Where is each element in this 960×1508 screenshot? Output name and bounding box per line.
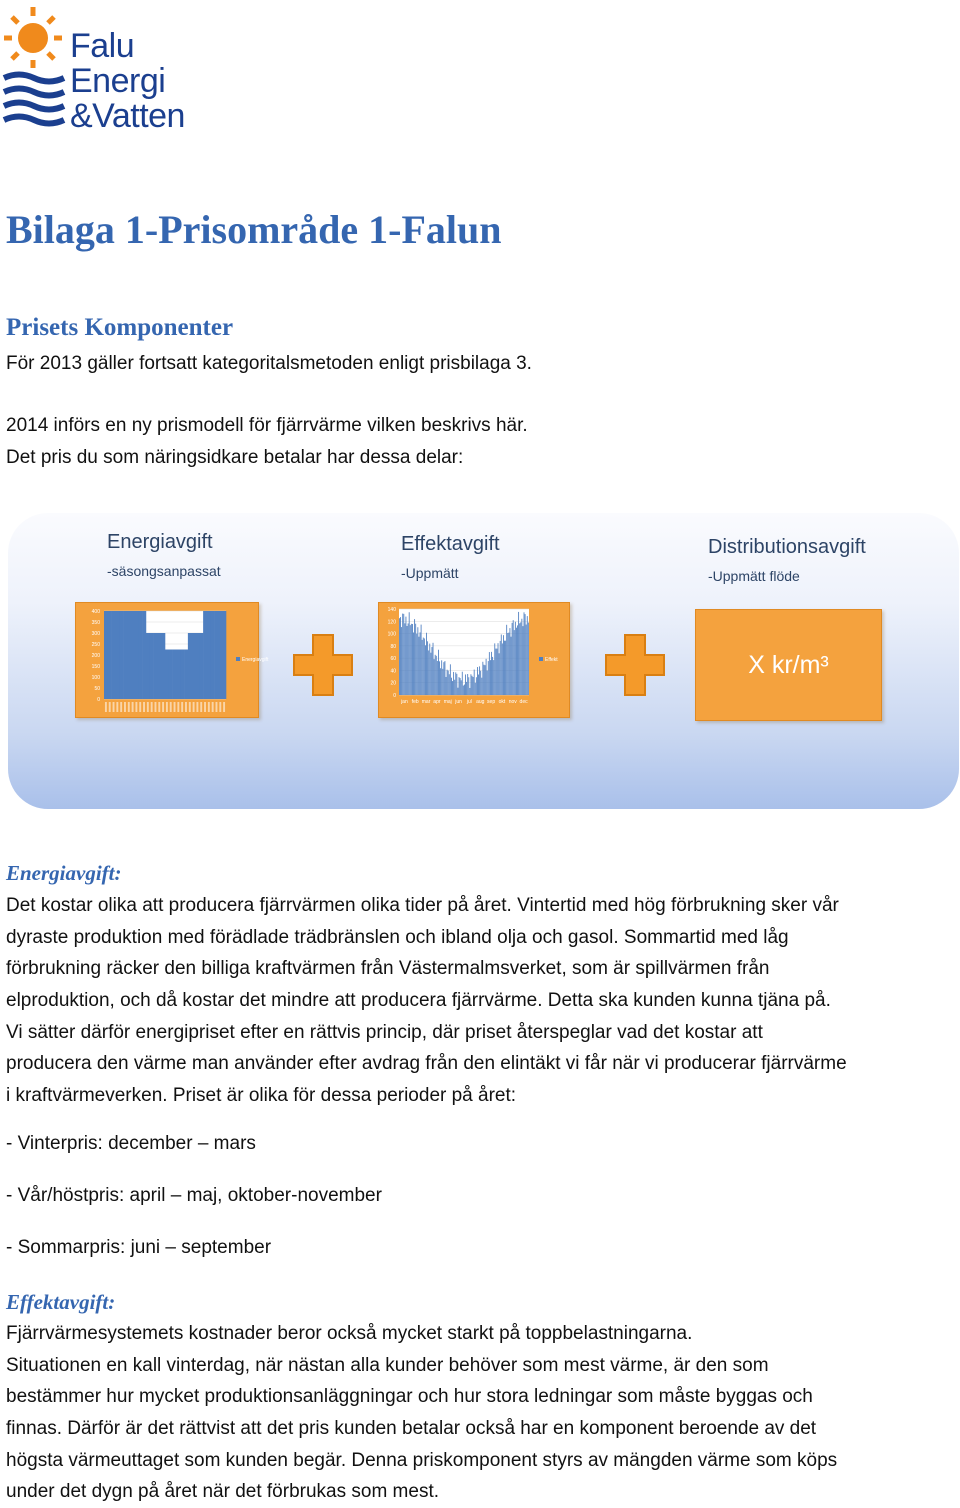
x-tick-label: jul: [466, 699, 472, 705]
bar: [495, 649, 496, 695]
bar: [477, 667, 478, 695]
bar: [441, 660, 442, 695]
y-tick-label: 120: [387, 619, 396, 626]
bar: [425, 645, 426, 695]
bar: [468, 677, 469, 695]
bar: [469, 688, 470, 695]
legend-label: Energiavgift: [242, 657, 269, 663]
bar: [498, 643, 499, 695]
bar: [222, 611, 226, 699]
x-tick-label: [139, 702, 141, 712]
bar: [486, 659, 487, 695]
bar: [460, 678, 461, 695]
bar: [489, 652, 490, 695]
x-tick-label: [208, 702, 210, 712]
x-tick-label: [193, 702, 195, 712]
bar: [413, 632, 414, 695]
x-tick-label: [170, 702, 172, 712]
x-tick-label: [116, 702, 118, 712]
x-tick-label: [181, 702, 183, 712]
bar: [428, 650, 429, 695]
bar: [505, 641, 506, 695]
bar: [442, 669, 443, 695]
text-line: Det kostar olika att producera fjärrvärmen olika tider på året. Vintertid med hög förbrukning sker vår: [6, 895, 839, 916]
bar: [448, 671, 449, 695]
bar: [180, 650, 184, 700]
bar: [467, 674, 468, 695]
component-subtitle-energiavgift: -säsongsanpassat: [107, 563, 221, 579]
x-tick-label: [223, 702, 225, 712]
x-tick-label: [147, 702, 149, 712]
bar: [524, 612, 525, 695]
plus-icon: [293, 634, 353, 696]
x-tick-label: [105, 702, 107, 712]
bar: [453, 672, 454, 695]
bar: [403, 614, 404, 695]
bar: [487, 671, 488, 695]
x-tick-label: [166, 702, 168, 712]
bar: [445, 661, 446, 695]
bar: [154, 633, 158, 699]
component-title-distributionsavgift: Distributionsavgift: [708, 536, 866, 558]
bar: [108, 611, 112, 699]
bar: [218, 611, 222, 699]
bar: [423, 638, 424, 695]
y-tick-label: 40: [390, 668, 396, 675]
bar: [157, 633, 161, 699]
bar: [429, 644, 430, 695]
logo-word-vatten: &Vatten: [70, 97, 185, 135]
x-tick-label: [212, 702, 214, 712]
bar: [408, 623, 409, 695]
x-tick-label: [132, 702, 134, 712]
bar: [461, 680, 462, 695]
text-line: i kraftvärmeverken. Priset är olika för dessa perioder på året:: [6, 1085, 517, 1107]
bar: [435, 655, 436, 695]
text-line: högsta värmeuttaget som kunden begär. Denna priskomponent styrs av mängden värme som köps: [6, 1449, 838, 1471]
bar: [411, 624, 412, 695]
bar: [507, 633, 508, 695]
bar: [481, 678, 482, 695]
bar: [480, 671, 481, 695]
bar: [466, 682, 467, 695]
bar: [474, 670, 475, 695]
x-tick-label: [177, 702, 179, 712]
bar: [115, 611, 119, 699]
bar: [203, 611, 207, 699]
y-tick-label: 50: [94, 686, 100, 692]
effektavgift-paragraph: [6, 1318, 837, 1508]
bar: [488, 661, 489, 695]
bar: [526, 625, 527, 695]
section-heading-energiavgift: Energiavgift:: [6, 861, 122, 885]
bar: [482, 662, 483, 695]
bar: [454, 680, 455, 695]
component-title-effektavgift: Effektavgift: [401, 533, 500, 555]
logo-word-falu: Falu: [70, 27, 135, 65]
x-tick-label: [185, 702, 187, 712]
bar: [438, 650, 439, 695]
bar: [451, 678, 452, 695]
bar: [424, 638, 425, 695]
bar: [503, 635, 504, 695]
bar: [449, 674, 450, 695]
bar: [426, 633, 427, 695]
plus-icon: [605, 634, 665, 696]
bar: [516, 628, 517, 695]
y-tick-label: 60: [390, 656, 396, 663]
bar: [188, 633, 192, 699]
y-tick-label: 20: [390, 680, 396, 687]
bar: [123, 611, 127, 699]
bar: [176, 650, 180, 700]
sun-water-logo-icon: [4, 4, 66, 126]
bar: [463, 686, 464, 695]
bar: [439, 661, 440, 695]
bar: [173, 650, 177, 700]
bar: [434, 659, 435, 695]
bar: [490, 660, 491, 695]
bar: [165, 650, 169, 700]
component-subtitle-effektavgift: -Uppmätt: [401, 565, 459, 581]
bar: [399, 618, 400, 695]
bar: [406, 617, 407, 695]
bar: [407, 626, 408, 695]
bar: [452, 681, 453, 695]
bar: [510, 628, 511, 695]
bar: [479, 666, 480, 695]
bar: [169, 650, 173, 700]
bar: [502, 643, 503, 695]
bar: [513, 620, 514, 695]
text-line: producera den värme man använder efter avdrag från den elintäkt vi får när vi producerar fjärrvärme: [6, 1053, 847, 1075]
bar: [402, 614, 403, 695]
bar: [196, 633, 200, 699]
bar: [146, 633, 150, 699]
bar: [456, 674, 457, 695]
text-line: under det dygn på året när det förbrukas som mest.: [6, 1481, 440, 1503]
energy-fee-chart-card: [75, 602, 269, 718]
bar: [471, 674, 472, 695]
bar: [458, 688, 459, 695]
bar: [430, 653, 431, 695]
bar: [493, 660, 494, 695]
bar: [414, 619, 415, 695]
text-line: dyraste produktion med förädlade trädbränslen och ibland olja och gasol. Sommartid med låg: [6, 926, 789, 948]
period-spring-autumn: - Vår/höstpris: april – maj, oktober-november: [6, 1185, 382, 1206]
x-tick-label: [128, 702, 130, 712]
bar: [215, 611, 219, 699]
bar: [476, 677, 477, 695]
y-tick-label: 200: [91, 653, 100, 659]
text-line: finnas. Därför är det rättvist att det pris kunden betalar också har en komponent beroende av det: [6, 1418, 817, 1440]
logo-word-energi: Energi: [70, 62, 166, 100]
bar: [506, 625, 507, 695]
bar: [518, 612, 519, 695]
bar: [142, 611, 146, 699]
bar: [150, 633, 154, 699]
bar: [436, 656, 437, 695]
y-tick-label: 250: [91, 642, 100, 648]
bar: [433, 643, 434, 695]
component-title-energiavgift: Energiavgift: [107, 531, 213, 553]
x-tick-label: [174, 702, 176, 712]
bar: [484, 665, 485, 695]
y-tick-label: 140: [387, 607, 396, 613]
bar: [523, 626, 524, 695]
bar: [515, 622, 516, 695]
x-tick-label: mar: [421, 699, 431, 705]
text-line: Fjärrvärmesystemets kostnader beror också mycket starkt på toppbelastningarna.: [6, 1323, 693, 1344]
bar: [401, 627, 402, 695]
y-tick-label: 300: [91, 631, 100, 637]
company-logo: [4, 4, 204, 135]
x-tick-label: [124, 702, 126, 712]
bar: [119, 611, 123, 699]
bar: [464, 685, 465, 695]
x-tick-label: jan: [401, 699, 408, 705]
text-line: bestämmer hur mycket produktionsanläggningar och hur stora ledningar som måste byggas och: [6, 1386, 813, 1408]
paragraph: Det pris du som näringsidkare betalar har dessa delar:: [6, 447, 464, 468]
bar: [500, 641, 501, 695]
bar: [443, 662, 444, 695]
bar: [192, 633, 196, 699]
bar: [447, 670, 448, 695]
bar: [135, 611, 139, 699]
y-tick-label: 400: [91, 609, 100, 615]
x-tick-label: [158, 702, 160, 712]
distribution-rate-card: [695, 609, 882, 721]
x-tick-label: [200, 702, 202, 712]
bar: [475, 683, 476, 695]
bar: [440, 668, 441, 695]
bar: [421, 625, 422, 695]
bar: [131, 611, 135, 699]
y-tick-label: 150: [91, 664, 100, 670]
x-tick-label: [151, 702, 153, 712]
bar: [415, 624, 416, 695]
bar: [497, 649, 498, 695]
y-tick-label: 100: [387, 631, 396, 638]
bar: [437, 661, 438, 695]
bar: [520, 622, 521, 695]
bar: [459, 677, 460, 695]
x-tick-label: [109, 702, 111, 712]
bar: [511, 637, 512, 695]
x-tick-label: jun: [455, 699, 462, 705]
bar: [462, 672, 463, 695]
bar: [416, 634, 417, 695]
bar: [494, 643, 495, 695]
document-title: Bilaga 1-Prisområde 1-Falun: [6, 207, 502, 252]
bar: [478, 675, 479, 695]
y-tick-label: 80: [390, 643, 396, 650]
x-tick-label: [120, 702, 122, 712]
bar: [432, 647, 433, 695]
bar: [499, 653, 500, 695]
legend-swatch: [539, 657, 543, 661]
bar: [417, 627, 418, 695]
distribution-rate-label: X kr/m³: [748, 650, 829, 679]
bar: [465, 674, 466, 695]
bar: [485, 665, 486, 695]
x-tick-label: [216, 702, 218, 712]
bar: [508, 633, 509, 695]
x-tick-label: okt: [498, 699, 506, 705]
bar: [104, 611, 108, 699]
bar: [409, 612, 410, 695]
x-tick-label: [196, 702, 198, 712]
price-components-diagram: [8, 513, 959, 809]
energiavgift-paragraph: [6, 890, 847, 1112]
bar: [517, 625, 518, 695]
paragraph: 2014 införs en ny prismodell för fjärrvärme vilken beskrivs här.: [6, 415, 528, 436]
bar: [519, 623, 520, 695]
x-tick-label: sep: [487, 699, 496, 705]
legend-label: Effekt: [545, 657, 558, 663]
y-tick-label: 100: [91, 675, 100, 681]
bar: [450, 664, 451, 695]
component-subtitle-distributionsavgift: -Uppmätt flöde: [708, 568, 800, 584]
bar: [512, 623, 513, 695]
x-tick-label: [155, 702, 157, 712]
bar: [419, 637, 420, 695]
power-fee-measured-chart: [379, 603, 569, 717]
period-summer: - Sommarpris: juni – september: [6, 1237, 272, 1258]
bar: [473, 677, 474, 695]
x-tick-label: aug: [476, 699, 485, 705]
y-tick-label: 350: [91, 620, 100, 626]
bar: [211, 611, 215, 699]
x-tick-label: feb: [411, 699, 419, 705]
x-tick-label: [219, 702, 221, 712]
bar: [420, 632, 421, 695]
bar: [504, 641, 505, 695]
paragraph: För 2013 gäller fortsatt kategoritalsmetoden enligt prisbilaga 3.: [6, 353, 532, 374]
bar: [161, 633, 165, 699]
bar: [501, 634, 502, 695]
power-fee-chart-card: [378, 602, 570, 718]
section-heading-effektavgift: Effektavgift:: [6, 1290, 116, 1314]
bar: [127, 611, 131, 699]
x-tick-label: apr: [433, 699, 441, 705]
section-heading-prisets: Prisets Komponenter: [6, 314, 234, 341]
bar: [491, 652, 492, 695]
text-line: elproduktion, och då kostar det mindre att producera fjärrvärme. Detta ska kunden kunna tjäna på.: [6, 990, 831, 1012]
bar: [528, 622, 529, 695]
bar: [400, 617, 401, 695]
bar: [410, 625, 411, 695]
x-tick-label: [143, 702, 145, 712]
x-tick-label: maj: [443, 699, 452, 705]
bar: [492, 657, 493, 695]
bar: [112, 611, 116, 699]
bar: [472, 676, 473, 695]
bar: [404, 623, 405, 695]
x-tick-label: [189, 702, 191, 712]
x-tick-label: [113, 702, 115, 712]
bar: [455, 672, 456, 695]
bar: [184, 650, 188, 700]
bar: [514, 630, 515, 695]
bar: [138, 611, 142, 699]
bar: [427, 641, 428, 695]
period-winter: - Vinterpris: december – mars: [6, 1133, 256, 1154]
y-tick-label: 0: [97, 697, 100, 703]
text-line: Vi sätter därför energipriset efter en rättvis princip, där priset återspeglar vad det kostar att: [6, 1021, 763, 1043]
x-tick-label: [135, 702, 137, 712]
text-line: förbrukning räcker den billiga kraftvärmen från Västermalmsverket, som är spillvärmen från: [6, 958, 770, 980]
energy-fee-seasonal-chart: [76, 603, 269, 717]
bar: [199, 633, 203, 699]
bar: [412, 624, 413, 695]
bar: [207, 611, 211, 699]
bar: [446, 677, 447, 695]
x-tick-label: dec: [519, 699, 528, 705]
bar: [525, 614, 526, 695]
x-tick-label: [162, 702, 164, 712]
bar: [527, 616, 528, 695]
bar: [521, 619, 522, 695]
bar: [422, 640, 423, 695]
x-tick-label: [204, 702, 206, 712]
text-line: Situationen en kall vinterdag, när nästan alla kunder behöver som mest värme, är den som: [6, 1354, 769, 1376]
legend-swatch: [236, 657, 240, 661]
y-tick-label: 0: [393, 693, 396, 699]
x-tick-label: nov: [508, 699, 517, 705]
